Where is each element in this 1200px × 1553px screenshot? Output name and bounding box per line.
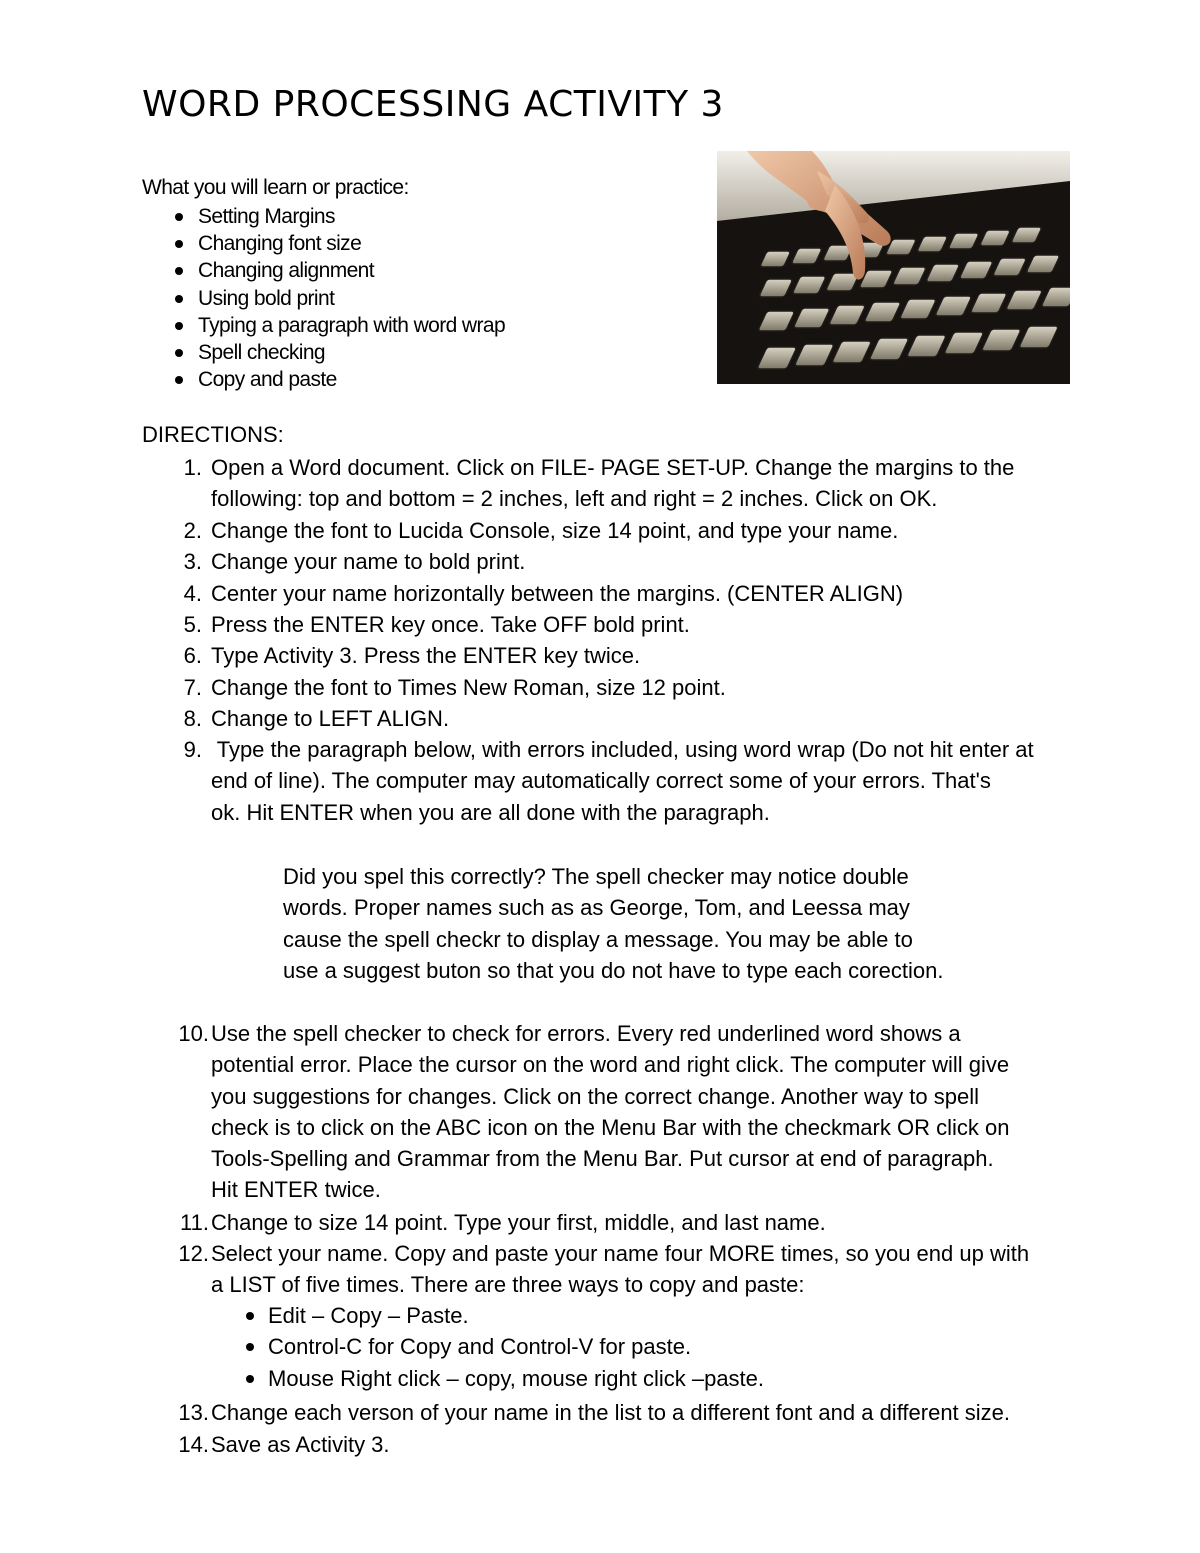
step-text-line: Use the spell checker to check for errors. Every red underlined word shows a — [211, 1021, 961, 1046]
paragraph-line: use a suggest buton so that you do not have to type each corection. — [283, 957, 944, 983]
step-number: 13. — [178, 1400, 209, 1425]
directions-heading: DIRECTIONS: — [142, 422, 284, 447]
step-text-line: Change the font to Times New Roman, size 12 point. — [211, 675, 726, 700]
copy-methods-list — [244, 1300, 764, 1394]
step-number: 4. — [183, 581, 202, 606]
step-2 — [183, 515, 899, 546]
list-item: Spell checking — [174, 339, 505, 366]
step-number: 3. — [183, 549, 202, 574]
step-text-line: potential error. Place the cursor on the word and right click. The computer will give — [211, 1052, 1010, 1078]
step-number: 7. — [183, 675, 202, 700]
step-text-line: Hit ENTER twice. — [211, 1177, 381, 1203]
step-13 — [178, 1397, 1011, 1428]
step-number: 8. — [183, 706, 202, 731]
step-number: 11. — [180, 1210, 209, 1235]
step-3 — [183, 546, 526, 577]
step-text-line: a LIST of five times. There are three ways to copy and paste: — [211, 1272, 805, 1298]
step-14 — [178, 1429, 390, 1460]
step-8 — [183, 703, 450, 734]
list-item: Edit – Copy – Paste. — [244, 1300, 764, 1331]
step-text-line: Open a Word document. Click on FILE- PAGE SET-UP. Change the margins to the — [211, 455, 1015, 480]
step-text-line: Select your name. Copy and paste your name four MORE times, so you end up with — [211, 1241, 1030, 1266]
step-text-line: Change your name to bold print. — [211, 549, 526, 574]
list-item: Typing a paragraph with word wrap — [174, 312, 505, 339]
step-text-line: following: top and bottom = 2 inches, left and right = 2 inches. Click on OK. — [211, 486, 938, 512]
step-text-line: check is to click on the ABC icon on the Menu Bar with the checkmark OR click on — [211, 1114, 1010, 1140]
step-number: 14. — [178, 1432, 209, 1457]
step-text-line: Change to size 14 point. Type your first, middle, and last name. — [211, 1210, 826, 1235]
step-text-line: ok. Hit ENTER when you are all done with the paragraph. — [211, 799, 770, 825]
step-number: 5. — [183, 612, 202, 637]
practice-paragraph — [283, 861, 943, 986]
step-12 — [178, 1238, 1030, 1301]
step-text-line: Change to LEFT ALIGN. — [211, 706, 450, 731]
step-number: 6. — [183, 643, 202, 668]
step-9 — [183, 734, 1034, 828]
step-text-line: Type Activity 3. Press the ENTER key twice. — [211, 643, 641, 668]
step-text-line: Center your name horizontally between the margins. (CENTER ALIGN) — [211, 581, 904, 606]
step-7 — [183, 672, 726, 703]
step-text-line: you suggestions for changes. Click on the correct change. Another way to spell — [211, 1083, 979, 1109]
learn-heading: What you will learn or practice: — [142, 176, 409, 199]
step-text-line: Change the font to Lucida Console, size 14 point, and type your name. — [211, 518, 899, 543]
learn-list — [174, 203, 505, 393]
step-number: 9. — [183, 737, 202, 762]
step-11 — [180, 1207, 826, 1238]
step-text-line: Tools-Spelling and Grammar from the Menu Bar. Put cursor at end of paragraph. — [211, 1146, 994, 1172]
paragraph-line: words. Proper names such as as George, Tom, and Leessa may — [283, 895, 910, 921]
list-item: Changing alignment — [174, 257, 505, 284]
step-number: 10. — [178, 1021, 209, 1046]
list-item: Using bold print — [174, 285, 505, 312]
page-title: WORD PROCESSING ACTIVITY 3 — [142, 84, 724, 125]
keyboard-icon — [717, 151, 1070, 384]
step-4 — [183, 578, 904, 609]
list-item: Mouse Right click – copy, mouse right click –paste. — [244, 1363, 764, 1394]
step-text-line: Save as Activity 3. — [211, 1432, 390, 1457]
step-text-line: Change each verson of your name in the list to a different font and a different size. — [211, 1400, 1011, 1425]
list-item: Control-C for Copy and Control-V for paste. — [244, 1331, 764, 1362]
step-number: 12. — [178, 1241, 209, 1266]
keyboard-photo — [717, 151, 1070, 384]
list-item: Copy and paste — [174, 366, 505, 393]
list-item: Setting Margins — [174, 203, 505, 230]
paragraph-line: Did you spel this correctly? The spell checker may notice double — [283, 864, 909, 889]
step-5 — [183, 609, 690, 640]
step-number: 2. — [183, 518, 202, 543]
paragraph-line: cause the spell checkr to display a message. You may be able to — [283, 926, 913, 952]
step-text-line: Press the ENTER key once. Take OFF bold print. — [211, 612, 690, 637]
list-item: Changing font size — [174, 230, 505, 257]
step-number: 1. — [183, 455, 202, 480]
step-text-line: Type the paragraph below, with errors included, using word wrap (Do not hit enter at — [211, 737, 1034, 762]
step-1 — [183, 452, 1015, 515]
step-10 — [178, 1018, 1010, 1206]
step-text-line: end of line). The computer may automatically correct some of your errors. That's — [211, 768, 991, 794]
step-6 — [183, 640, 641, 671]
